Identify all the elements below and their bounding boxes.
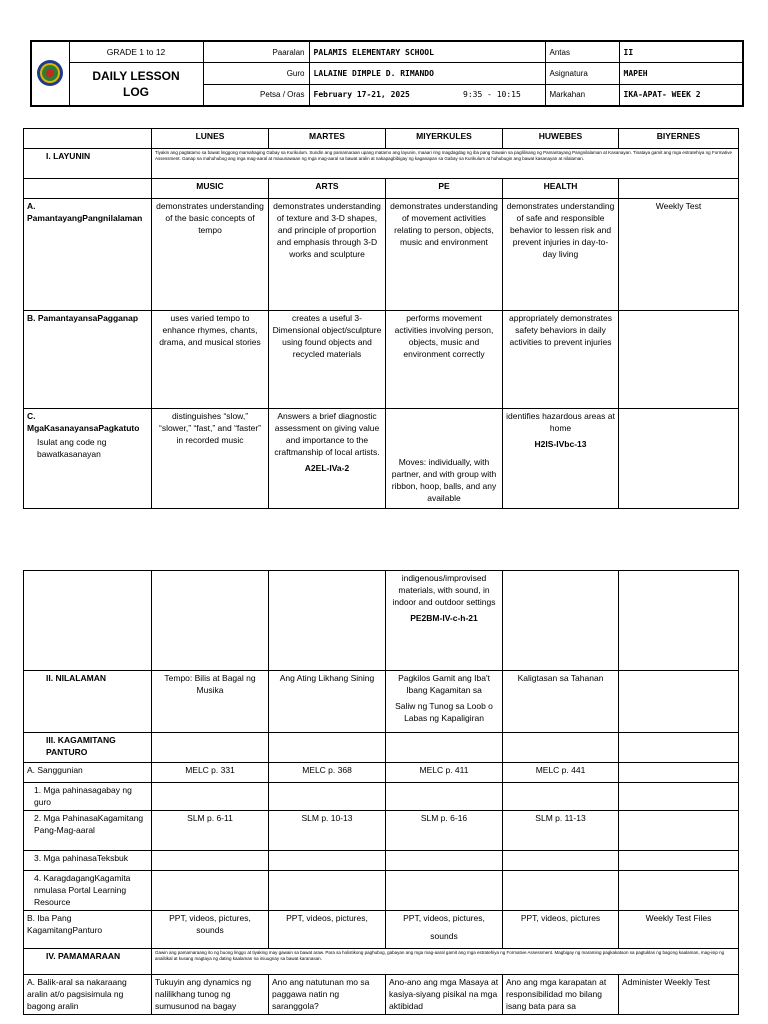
balik-music: Tukuyin ang dynamics ng nalilikhang tunog ng sumusunod na bagay [152,975,269,1015]
pangnilalaman-health: demonstrates understanding of safe and responsible behavior to lessen risk and prevent injuries in day-to-day living [503,199,619,311]
pangnilalaman-pe: demonstrates understanding of movement activities relating to person, objects, music and environment [386,199,503,311]
subject-health: HEALTH [503,179,619,199]
kasanayan-label-cell [24,409,152,509]
kasanayan-health: identifies hazardous areas at home [506,411,615,433]
day-huwebes: HUWEBES [503,129,619,149]
kasanayan-label: C. MgaKasanayansaPagkatuto [27,411,140,433]
pagganap-pe: performs movement activities involving person, objects, music and environment correctly [386,311,503,409]
pagganap-label: B. PamantayansaPagganap [24,311,152,409]
slm-pe: SLM p. 6-16 [386,811,503,851]
pamamaraan-label: IV. PAMAMARAAN [24,949,152,975]
school-label: Paaralan [203,41,309,63]
nilalaman-label: II. NILALAMAN [24,671,152,733]
iba-label: B. Iba Pang KagamitangPanturo [24,911,152,949]
slm-arts: SLM p. 10-13 [269,811,386,851]
iba-pe-cell [386,911,503,949]
kasanayan-pe-code: PE2BM-IV-c-h-21 [410,613,478,623]
sanggunian-pe: MELC p. 411 [386,763,503,783]
seal-icon [36,59,64,87]
kasanayan-arts-cell [269,409,386,509]
lesson-table-page2 [23,570,739,1015]
kasanayan-pe-cont-cell [386,571,503,671]
balik-arts: Ano ang natutunan mo sa paggawa natin ng saranggola? [269,975,386,1015]
sanggunian-label: A. Sanggunian [24,763,152,783]
quarter-label: Markahan [545,84,619,106]
kasanayan-music: distinguishes “slow,” “slower,” “fast,” and “faster” in recorded music [152,409,269,509]
balik-pe: Ano-ano ang mga Masaya at kasiya-siyang pisikal na mga aktibidad [386,975,503,1015]
pagganap-music: uses varied tempo to enhance rhymes, chants, drama, and musical stories [152,311,269,409]
header-table [30,40,744,107]
level-value: II [619,41,743,63]
iba-pe: PPT, videos, pictures, [403,913,485,923]
gabay-label: 1. Mga pahinasagabay ng guro [24,783,152,811]
iba-health: PPT, videos, pictures [503,911,619,949]
balik-label: A. Balik-aral sa nakaraang aralin at/o pagsisimula ng bagong aralin [24,975,152,1015]
pangnilalaman-music: demonstrates understanding of the basic concepts of tempo [152,199,269,311]
pamamaraan-note: Gawin ang pamamaraang ito ng buong linggo at tiyaking may gawain sa bawat araw. Para sa holistikong paghubog, gabayan ang mga mag-aaral gamit ang mga estratehiya ng Formative Assessment. Magbigay ng maraming pagkakataon sa pagtuklas ng bagong kaalaman, mag-isip ng analitikal at kusang magtaya ng dating kaalaman na iniuugnay sa bawat karanasan. [152,949,739,975]
sanggunian-health: MELC p. 441 [503,763,619,783]
time-value: 9:35 - 10:15 [459,84,545,106]
kasanayan-pe-cont: indigenous/improvised materials, with sound, in indoor and outdoor settings [392,573,496,607]
slm-music: SLM p. 6-11 [152,811,269,851]
kasanayan-sublabel: Isulat ang code ng bawatkasanayan [37,437,107,459]
karagdagang-label: 4. KaragdagangKagamita nmulasa Portal Learning Resource [24,871,152,911]
school-name: PALAMIS ELEMENTARY SCHOOL [309,41,545,63]
nilalaman-pe-2: Saliw ng Tunog sa Loob o Labas ng Kapaligiran [395,701,493,723]
nilalaman-arts: Ang Ating Likhang Sining [269,671,386,733]
kasanayan-health-code: H2IS-IVbc-13 [534,439,587,449]
kasanayan-arts: Answers a brief diagnostic assessment on giving value and importance to the craftmanship of local artists. [274,411,380,457]
iba-friday: Weekly Test Files [619,911,739,949]
deped-seal [31,41,69,106]
pangnilalaman-friday: Weekly Test [619,199,739,311]
day-lunes: LUNES [152,129,269,149]
day-miyerkules: MIYERKULES [386,129,503,149]
layunin-label: I. LAYUNIN [24,149,152,179]
subject-value: MAPEH [619,63,743,84]
nilalaman-pe-1: Pagkilos Gamit ang Iba't Ibang Kagamitan sa [398,673,490,695]
sanggunian-arts: MELC p. 368 [269,763,386,783]
teksbuk-label: 3. Mga pahinasaTeksbuk [24,851,152,871]
subject-arts: ARTS [269,179,386,199]
teacher-label: Guro [203,63,309,84]
iba-pe-extra: sounds [430,931,458,941]
teacher-name: LALAINE DIMPLE D. RIMANDO [309,63,545,84]
date-value: February 17-21, 2025 [309,84,459,106]
pangnilalaman-label: A. PamantayangPangnilalaman [24,199,152,311]
layunin-note: Tiyakin ang pagtatamo sa bawat linggong mamahaging Gabay sa Kurikulum. Sundin ang pamamaraan upang matamo ang layunin, maaari ring magdagdag ng iba pang Gawain sa paglilinang ng Pamantayang Pangnilalaman at Kasanayan. Tinataya gamit ang mga estratehiya ng Formative Assessment. Ganap na mahuhubog ang mga mag-aaral at mauunawaan ng mga mag-aaral sa bawat aralin at nakapagbibigay ng kaganapan sa Gabay sa Kurikulum at huhubugin ang bawat kasanayan at nilalaman. [152,149,739,179]
subject-label: Asignatura [545,63,619,84]
pagganap-health: appropriately demonstrates safety behaviors in daily activities to prevent injuries [503,311,619,409]
slm-health: SLM p. 11-13 [503,811,619,851]
pangnilalaman-arts: demonstrates understanding of texture and 3-D shapes, and principle of proportion and emphasis through 3-D works and sculpture [269,199,386,311]
subject-pe: PE [386,179,503,199]
day-biyernes: BIYERNES [619,129,739,149]
kasanayan-pe: Moves: individually, with partner, and with group with ribbon, hoop, balls, and any available [386,409,503,509]
balik-health: Ano ang mga karapatan at responsibilidad mo bilang isang bata para sa [503,975,619,1015]
nilalaman-music: Tempo: Bilis at Bagal ng Musika [152,671,269,733]
nilalaman-pe-cell [386,671,503,733]
level-label: Antas [545,41,619,63]
grade-label: GRADE 1 to 12 [69,41,203,63]
day-martes: MARTES [269,129,386,149]
kagamitan-label: III. KAGAMITANG PANTURO [24,733,152,763]
lesson-table-page1 [23,128,739,509]
iba-music: PPT, videos, pictures, sounds [152,911,269,949]
quarter-value: IKA-APAT- WEEK 2 [619,84,743,106]
iba-arts: PPT, videos, pictures, [269,911,386,949]
date-label: Petsa / Oras [203,84,309,106]
nilalaman-health: Kaligtasan sa Tahanan [503,671,619,733]
kasanayan-health-cell [503,409,619,509]
kagamitang-label: 2. Mga PahinasaKagamitang Pang-Mag-aaral [24,811,152,851]
balik-friday: Administer Weekly Test [619,975,739,1015]
sanggunian-music: MELC p. 331 [152,763,269,783]
subject-music: MUSIC [152,179,269,199]
pagganap-arts: creates a useful 3-Dimensional object/sculpture using found objects and recycled materials [269,311,386,409]
kasanayan-arts-code: A2EL-IVa-2 [304,463,350,473]
doc-title: DAILY LESSON LOG [69,63,203,106]
